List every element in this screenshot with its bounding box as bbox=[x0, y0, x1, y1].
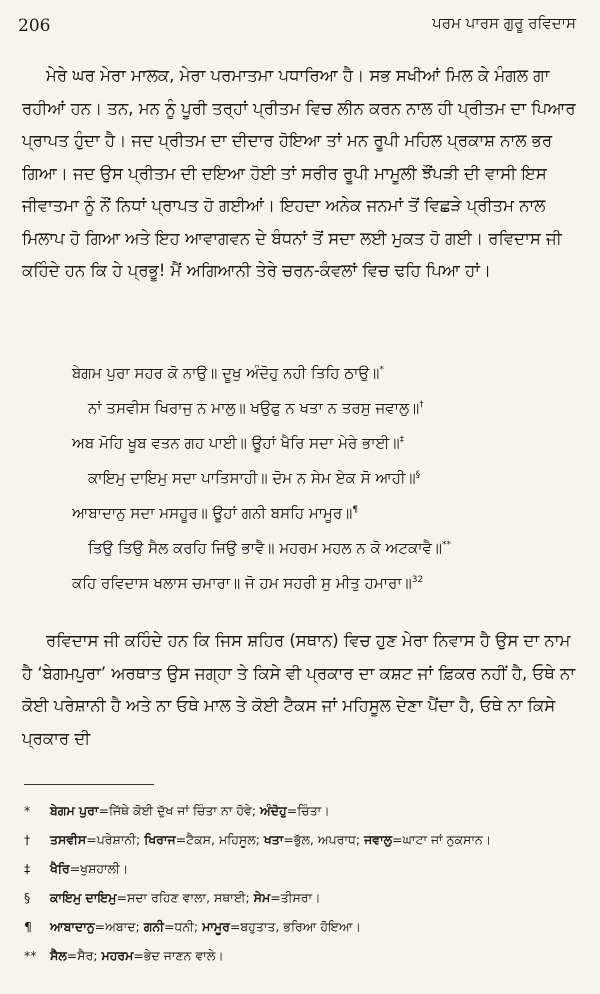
paragraph-intro: ਮੇਰੇ ਘਰ ਮੇਰਾ ਮਾਲਕ, ਮੇਰਾ ਪਰਮਾਤਮਾ ਪਧਾਰਿਆ ਹੈ। ਸਭ ਸਖੀਆਂ ਮਿਲ ਕੇ ਮੰਗਲ ਗਾ ਰਹੀਆਂ ਹਨ। ਤਨ, ਮਨ ਨੂੰ ਪੂਰੀ ਤਰ੍ਹਾਂ ਪ੍ਰੀਤਮ ਵਿਚ ਲੀਨ ਕਰਨ ਨਾਲ ਹੀ ਪ੍ਰੀਤਮ ਦਾ ਪਿਆਰ ਪ੍ਰਾਪਤ ਹੁੰਦਾ ਹੈ। ਜਦ ਪ੍ਰੀਤਮ ਦਾ ਦੀਦਾਰ ਹੋਇਆ ਤਾਂ ਮਨ ਰੂਪੀ ਮਹਿਲ ਪ੍ਰਕਾਸ਼ ਨਾਲ ਭਰ ਗਿਆ। ਜਦ ਉਸ ਪ੍ਰੀਤਮ ਦੀ ਦਇਆ ਹੋਈ ਤਾਂ ਸਰੀਰ ਰੂਪੀ ਮਾਮੂਲੀ ਝੌਂਪੜੀ ਦੀ ਵਾਸੀ ਇਸ ਜੀਵਾਤਮਾ ਨੂੰ ਨੌਂ ਨਿਧਾਂ ਪ੍ਰਾਪਤ ਹੋ ਗਈਆਂ। ਇਹਦਾ ਅਨੇਕ ਜਨਮਾਂ ਤੋਂ ਵਿਛੜੇ ਪ੍ਰੀਤਮ ਨਾਲ ਮਿਲਾਪ ਹੋ ਗਿਆ ਅਤੇ ਇਹ ਆਵਾਗਵਨ ਦੇ ਬੰਧਨਾਂ ਤੋਂ ਸਦਾ ਲਈ ਮੁਕਤ ਹੋ ਗਈ। ਰਵਿਦਾਸ ਜੀ ਕਹਿੰਦੇ ਹਨ ਕਿ ਹੇ ਪ੍ਰਭੂ! ਮੈਂ ਅਗਿਆਨੀ ਤੇਰੇ ਚਰਨ-ਕੰਵਲਾਂ ਵਿਚ ਢਹਿ ਪਿਆ ਹਾਂ। bbox=[22, 66, 576, 280]
verse-line: ਕਹਿ ਰਵਿਦਾਸ ਖਲਾਸ ਚਮਾਰਾ॥ ਜੋ ਹਮ ਸਹਰੀ ਸੁ ਮੀਤੁ ਹਮਾਰਾ॥$^{32}$ bbox=[72, 574, 424, 592]
verse-line: ਬੇਗਮ ਪੁਰਾ ਸਹਰ ਕੋ ਨਾਉ॥ ਦੂਖੁ ਅੰਦੋਹੁ ਨਹੀ ਤਿਹਿ ਠਾਉ॥* bbox=[72, 364, 384, 382]
footnote: ‡ ਖੈਰਿ=ਖੁਸ਼ਹਾਲੀ। bbox=[24, 861, 129, 876]
footnotes bbox=[24, 796, 594, 970]
footnote-divider bbox=[24, 784, 154, 785]
paragraph-explanation: ਰਵਿਦਾਸ ਜੀ ਕਹਿੰਦੇ ਹਨ ਕਿ ਜਿਸ ਸ਼ਹਿਰ (ਸਥਾਨ) ਵਿਚ ਹੁਣ ਮੇਰਾ ਨਿਵਾਸ ਹੈ ਉਸ ਦਾ ਨਾਮ ਹੈ ‘ਬੇਗਮਪੁਰਾ’ ਅਰਥਾਤ ਉਸ ਜਗ੍ਹਾ ਤੇ ਕਿਸੇ ਵੀ ਪ੍ਰਕਾਰ ਦਾ ਕਸ਼ਟ ਜਾਂ ਫ਼ਿਕਰ ਨਹੀਂ ਹੈ, ਓਥੇ ਨਾ ਕੋਈ ਪਰੇਸ਼ਾਨੀ ਹੈ ਅਤੇ ਨਾ ਓਥੇ ਮਾਲ ਤੇ ਕੋਈ ਟੈਕਸ ਜਾਂ ਮਹਿਸੂਲ ਦੇਣਾ ਪੈਂਦਾ ਹੈ, ਓਥੇ ਨਾ ਕਿਸੇ ਪ੍ਰਕਾਰ ਦੀ bbox=[22, 631, 576, 748]
footnote: ** ਸੈਲ=ਸੈਰ; ਮਹਰਮ=ਭੇਦ ਜਾਣਨ ਵਾਲੇ। bbox=[24, 948, 224, 963]
verse-line: ਅਬ ਮੋਹਿ ਖੂਬ ਵਤਨ ਗਹ ਪਾਈ॥ ਊਹਾਂ ਖੈਰਿ ਸਦਾ ਮੇਰੇ ਭਾਈ॥‡ bbox=[72, 434, 405, 452]
verse-line: ਨਾਂ ਤਸਵੀਸ ਖਿਰਾਜੁ ਨ ਮਾਲੁ॥ ਖਉਫੁ ਨ ਖਤਾ ਨ ਤਰਸੁ ਜਵਾਲੁ॥† bbox=[88, 399, 424, 417]
footnote: § ਕਾਇਮੁ ਦਾਇਮੁ=ਸਦਾ ਰਹਿਣ ਵਾਲਾ, ਸਥਾਈ; ਸੇਮ=ਤੀਸਰਾ। bbox=[24, 890, 321, 905]
verse-block bbox=[72, 356, 592, 601]
verse-line: ਤਿਉ ਤਿਉ ਸੈਲ ਕਰਹਿ ਜਿਉ ਭਾਵੈ॥ ਮਹਰਮ ਮਹਲ ਨ ਕੋ ਅਟਕਾਵੈ॥** bbox=[88, 539, 451, 557]
verse-line: ਕਾਇਮੁ ਦਾਇਮੁ ਸਦਾ ਪਾਤਿਸਾਹੀ॥ ਦੋਮ ਨ ਸੇਮ ਏਕ ਸੋ ਆਹੀ॥§ bbox=[88, 469, 421, 487]
footnote: ¶ ਆਬਾਦਾਨੁ=ਅਬਾਦ; ਗਨੀ=ਧਨੀ; ਮਾਮੂਰ=ਬਹੁਤਾਤ, ਭਰਿਆ ਹੋਇਆ। bbox=[24, 919, 361, 934]
verse-line: ਆਬਾਦਾਨੁ ਸਦਾ ਮਸਹੂਰ॥ ਊਹਾਂ ਗਨੀ ਬਸਹਿ ਮਾਮੂਰ॥¶ bbox=[72, 504, 359, 522]
running-title: ਪਰਮ ਪਾਰਸ ਗੁਰੂ ਰਵਿਦਾਸ bbox=[432, 14, 576, 32]
footnote: † ਤਸਵੀਸ=ਪਰੇਸ਼ਾਨੀ; ਖਿਰਾਜ=ਟੈਕਸ, ਮਹਿਸੂਲ; ਖਤਾ=ਭੁੱਲ, ਅਪਰਾਧ; ਜਵਾਲੁ=ਘਾਟਾ ਜਾਂ ਨੁਕਸਾਨ। bbox=[24, 832, 492, 847]
footnote: * ਬੇਗਮ ਪੁਰਾ=ਜਿੱਥੇ ਕੋਈ ਦੁੱਖ ਜਾਂ ਚਿੰਤਾ ਨਾ ਹੋਵੇ; ਅੰਦੋਹੁ=ਚਿੰਤਾ। bbox=[24, 803, 330, 818]
page-number: 206 bbox=[18, 16, 51, 36]
